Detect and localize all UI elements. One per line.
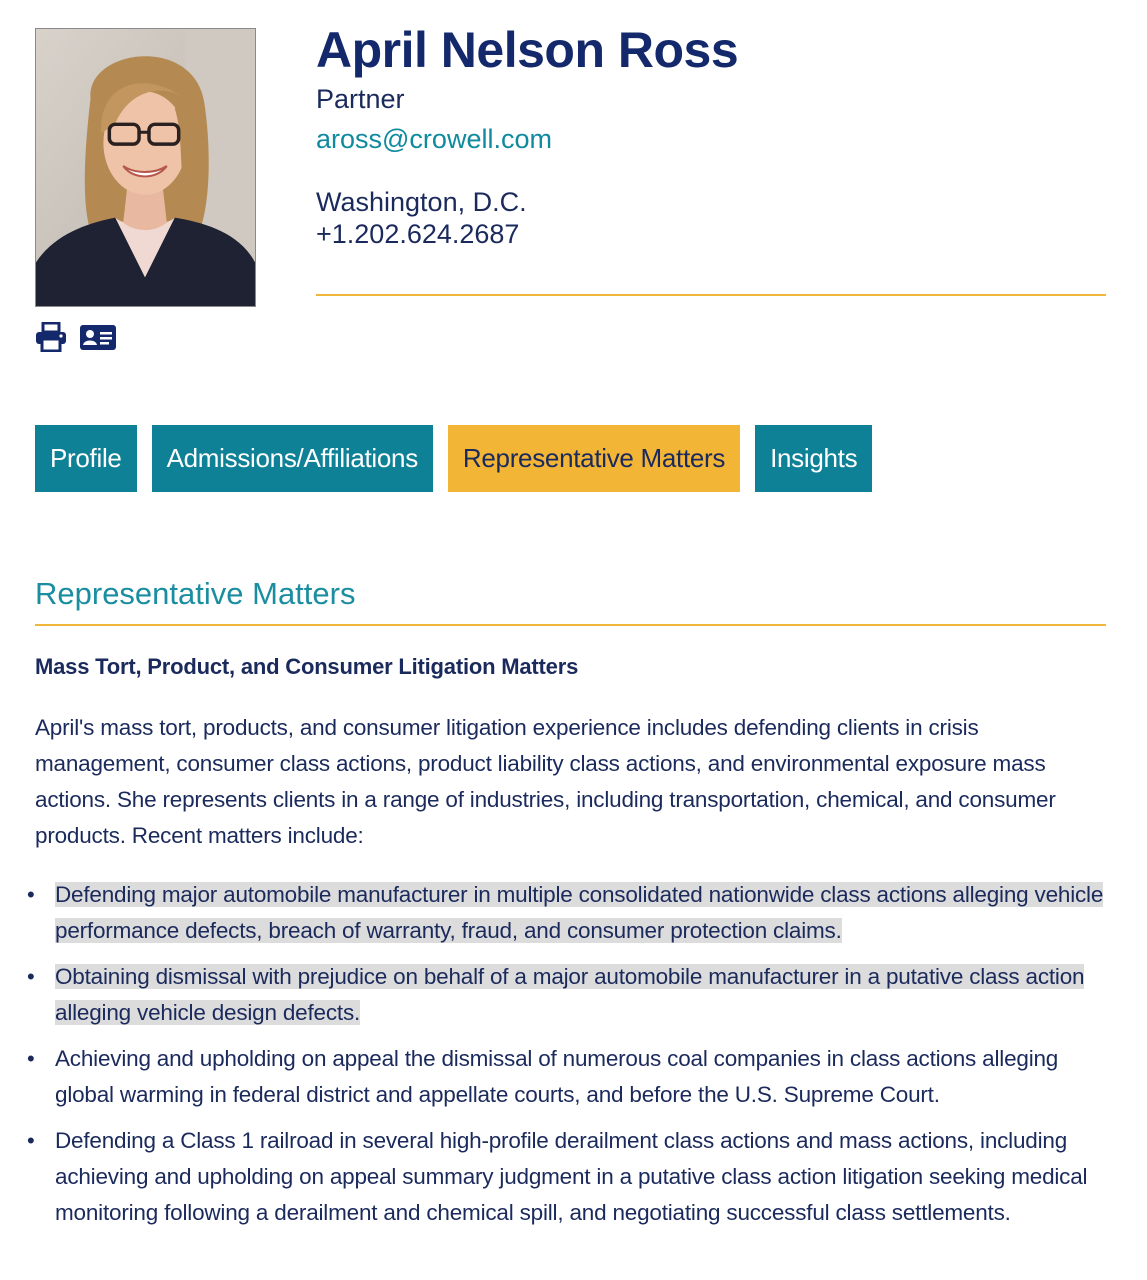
profile-tabs	[35, 425, 872, 492]
tab-representative-matters[interactable]: Representative Matters	[448, 425, 740, 492]
vcard-icon[interactable]	[79, 322, 117, 357]
tab-profile[interactable]: Profile	[35, 425, 137, 492]
section-divider	[35, 624, 1106, 626]
person-title: Partner	[316, 84, 405, 114]
matter-text: Obtaining dismissal with prejudice on behalf of a major automobile manufacturer in a putative class action alleging vehicle design defects.	[55, 964, 1085, 1025]
matter-text: Achieving and upholding on appeal the dismissal of numerous coal companies in class actions alleging global warming in federal district and appellate courts, and before the U.S. Supreme Court.	[55, 1046, 1059, 1107]
list-item	[25, 1041, 1115, 1113]
matter-text: Defending major automobile manufacturer in multiple consolidated nationwide class actions alleging vehicle performance defects, breach of warranty, fraud, and consumer protection claims.	[55, 882, 1104, 943]
tab-admissions-affiliations[interactable]: Admissions/Affiliations	[152, 425, 433, 492]
tab-insights[interactable]: Insights	[755, 425, 872, 492]
portrait-image	[36, 29, 255, 306]
contact-info	[316, 20, 1106, 250]
matters-list	[25, 877, 1115, 1241]
office-city: Washington, D.C.	[316, 187, 527, 217]
section-intro: April's mass tort, products, and consumer litigation experience includes defending clients in crisis management, consumer class actions, product liability class actions, and environmental exposure mass actions. She represents clients in a range of industries, including transportation, chemical, and consumer products. Recent matters include:	[35, 715, 1056, 848]
list-item	[25, 877, 1115, 949]
list-item	[25, 959, 1115, 1031]
utility-icons	[35, 322, 117, 357]
list-item	[25, 1123, 1115, 1231]
profile-photo	[35, 28, 256, 307]
header-divider	[316, 294, 1106, 296]
email-link[interactable]: aross@crowell.com	[316, 124, 552, 154]
person-name: April Nelson Ross	[316, 22, 739, 78]
section-subheading: Mass Tort, Product, and Consumer Litigation Matters	[35, 654, 579, 679]
phone-number[interactable]: +1.202.624.2687	[316, 219, 520, 249]
matter-text: Defending a Class 1 railroad in several high-profile derailment class actions and mass actions, including achieving and upholding on appeal summary judgment in a putative class action litigation seeking medical monitoring following a derailment and chemical spill, and negotiating successful class settlements.	[55, 1128, 1088, 1225]
section-title: Representative Matters	[35, 576, 356, 611]
print-icon[interactable]	[35, 322, 67, 357]
